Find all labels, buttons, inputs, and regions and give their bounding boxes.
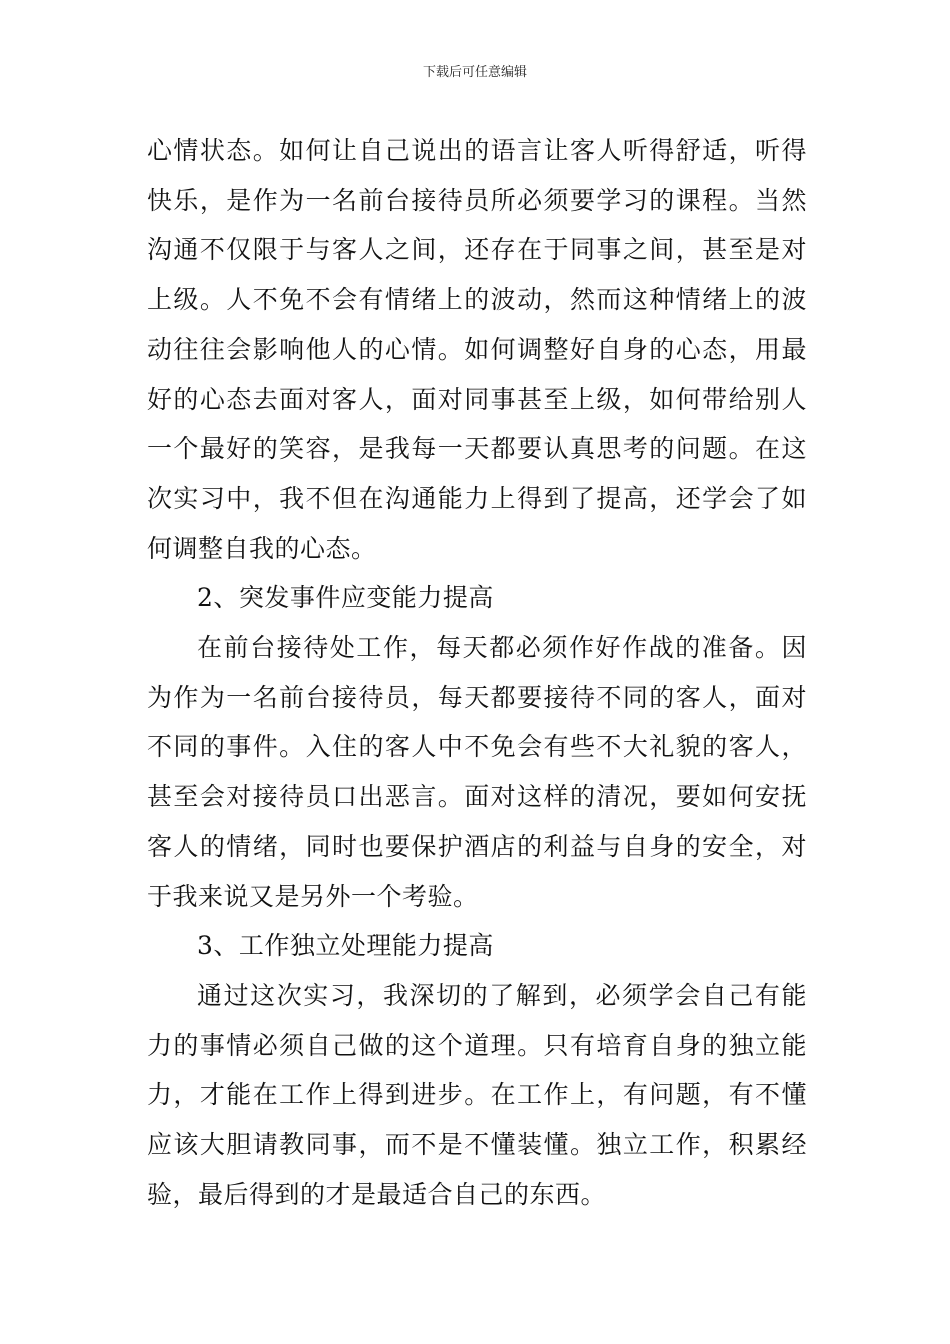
paragraph-emergency-response: 在前台接待处工作，每天都必须作好作战的准备。因为作为一名前台接待员，每天都要接待不同的客人，面对不同的事件。入住的客人中不免会有些不大礼貌的客人，甚至会对接待员口出恶言。面对这样的清况，要如何安抚客人的情绪，同时也要保护酒店的利益与自身的安全，对于我来说又是另外一个考验。	[147, 633, 807, 911]
page-header: 下载后可任意编辑	[422, 65, 527, 80]
paragraph-independent-work: 通过这次实习，我深切的了解到，必须学会自己有能力的事情必须自己做的这个道理。只有培育自身的独立能力，才能在工作上得到进步。在工作上，有问题，有不懂应该大胆请教同事，而不是不懂装懂。独立工作，积累经验，最后得到的才是最适合自己的东西。	[147, 980, 807, 1209]
paragraph-continuation: 心情状态。如何让自己说出的语言让客人听得舒适，听得快乐，是作为一名前台接待员所必须要学习的课程。当然沟通不仅限于与客人之间，还存在于同事之间，甚至是对上级。人不免不会有情绪上的波动，然而这种情绪上的波动往往会影响他人的心情。如何调整好自身的心态，用最好的心态去面对客人，面对同事甚至上级，如何带给别人一个最好的笑容，是我每一天都要认真思考的问题。在这次实习中，我不但在沟通能力上得到了提高，还学会了如何调整自我的心态。	[147, 136, 807, 563]
document-body	[147, 126, 807, 1219]
section-heading-3: 3、工作独立处理能力提高	[197, 931, 494, 961]
section-heading-2: 2、突发事件应变能力提高	[197, 583, 494, 613]
